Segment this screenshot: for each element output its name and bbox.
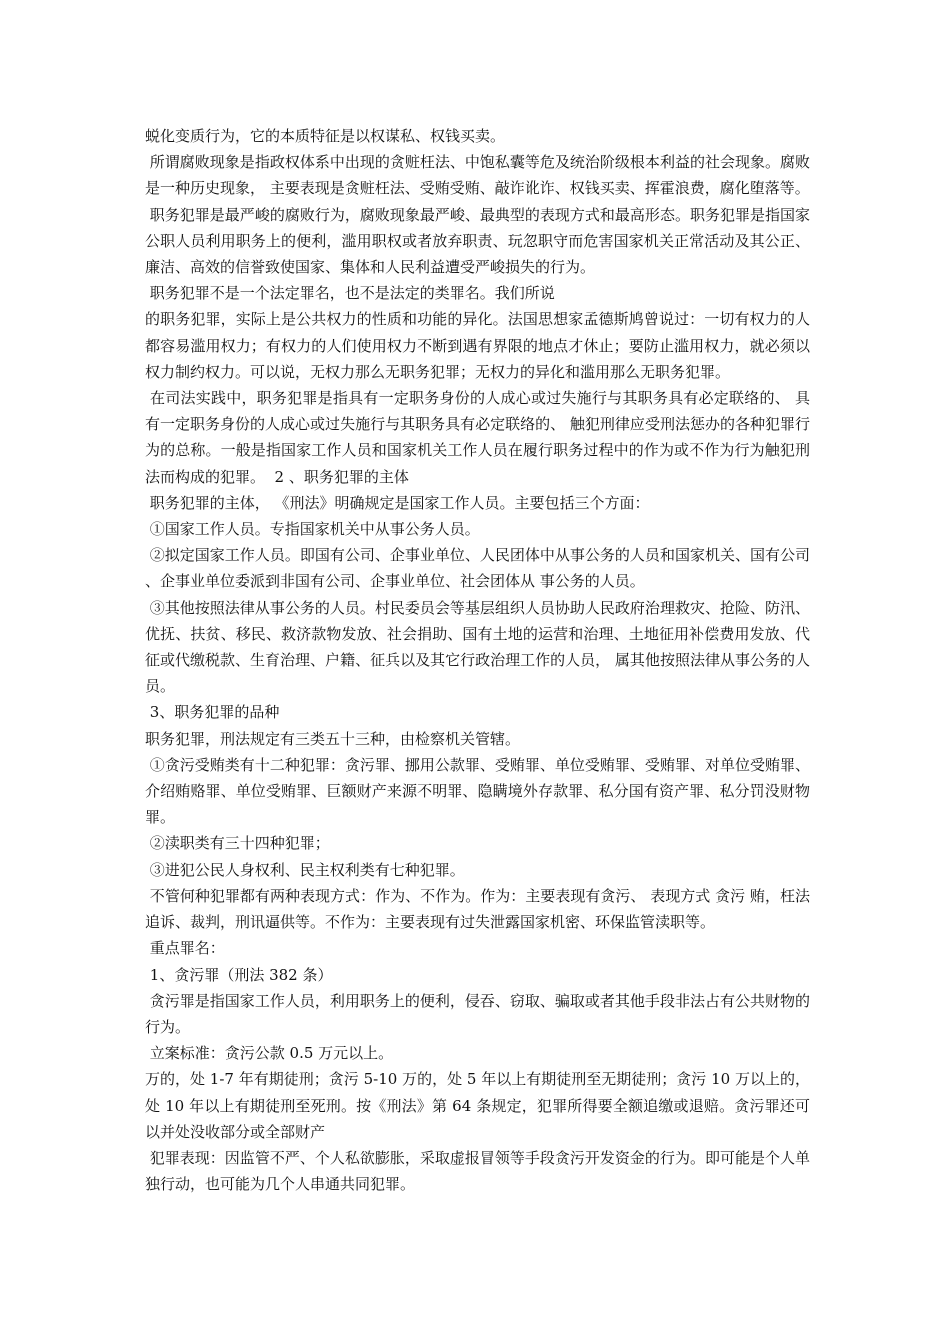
paragraph: ③其他按照法律从事公务的人员。村民委员会等基层组织人员协助人民政府治理救灾、抢险、防汛、优抚、扶贫、移民、救济款物发放、社会捐助、国有土地的运营和治理、土地征用补偿费用发放、代征或代缴税款、生育治理、户籍、征兵以及其它行政治理工作的人员， 属其他按照法律从事公务的人员。 (145, 598, 810, 696)
paragraph: 职务犯罪是最严峻的腐败行为，腐败现象最严峻、最典型的表现方式和最高形态。职务犯罪是指国家公职人员利用职务上的便利，滥用职权或者放弃职责、玩忽职守而危害国家机关正常活动及其公正、廉洁、高效的信誉致使国家、集体和人民利益遭受严峻损失的行为。 (145, 205, 810, 277)
paragraph: 万的，处 1-7 年有期徒刑；贪污 5-10 万的，处 5 年以上有期徒刑至无期徒刑；贪污 10 万以上的，处 10 年以上有期徒刑至死刑。按《刑法》第 64 条规定，犯罪所得要全额追缴或退赔。贪污罪还可以并处没收部分或全部财产 (145, 1070, 810, 1141)
paragraph: 犯罪表现：因监管不严、个人私欲膨胀，采取虚报冒领等手段贪污开发资金的行为。即可能是个人单独行动，也可能为几个人串通共同犯罪。 (145, 1148, 810, 1194)
paragraph: 立案标准：贪污公款 0.5 万元以上。 (145, 1044, 394, 1063)
paragraph: 重点罪名： (145, 939, 225, 958)
paragraph: ①国家工作人员。专指国家机关中从事公务人员。 (145, 520, 480, 539)
paragraph: 职务犯罪的主体， 《刑法》明确规定是国家工作人员。主要包括三个方面： (145, 493, 650, 512)
paragraph: 所谓腐败现象是指政权体系中出现的贪赃枉法、中饱私囊等危及统治阶级根本利益的社会现象。腐败是一种历史现象， 主要表现是贪赃枉法、受贿受贿、敲诈讹诈、权钱买卖、挥霍浪费，腐化堕落等。 (145, 153, 810, 198)
paragraph: 的职务犯罪，实际上是公共权力的性质和功能的异化。法国思想家孟德斯鸠曾说过：一切有权力的人都容易滥用权力；有权力的人们使用权力不断到遇有界限的地点才休止；要防止滥用权力，就必须以权力制约权力。可以说，无权力那么无职务犯罪；无权力的异化和滥用那么无职务犯罪。 (145, 310, 810, 381)
paragraph: ②渎职类有三十四种犯罪； (145, 834, 330, 853)
paragraph: 不管何种犯罪都有两种表现方式：作为、不作为。作为：主要表现有贪污、 表现方式 贪污 贿，枉法追诉、裁判，刑讯逼供等。不作为：主要表现有过失泄露国家机密、环保监管渎职等。 (145, 886, 810, 932)
paragraph: ①贪污受贿类有十二种犯罪：贪污罪、挪用公款罪、受贿罪、单位受贿罪、受贿罪、对单位受贿罪、介绍贿赂罪、单位受贿罪、巨额财产来源不明罪、隐瞒境外存款罪、私分国有资产罪、私分罚没财物罪。 (145, 755, 810, 827)
paragraph: ③进犯公民人身权利、民主权利类有七种犯罪。 (145, 860, 465, 879)
paragraph: ②拟定国家工作人员。即国有公司、企事业单位、人民团体中从事公务的人员和国家机关、国有公司、企事业单位委派到非国有公司、企事业单位、社会团体从 事公务的人员。 (145, 546, 810, 591)
paragraph: 职务犯罪，刑法规定有三类五十三种，由检察机关管辖。 (145, 729, 521, 748)
paragraph: 1、贪污罪（刑法 382 条） (145, 965, 333, 984)
paragraph: 职务犯罪不是一个法定罪名，也不是法定的类罪名。我们所说 (145, 284, 555, 303)
paragraph: 在司法实践中，职务犯罪是指具有一定职务身份的人成心或过失施行与其职务具有必定联络的、 具有一定职务身份的人成心或过失施行与其职务具有必定联络的、 触犯刑律应受刑法惩办的各种犯罪行为的总称。一般是指国家工作人员和国家机关工作人员在履行职务过程中的作为或不作为行为触犯刑法而构成的犯罪。 2 、职务犯罪的主体 (145, 389, 810, 486)
paragraph: 蜕化变质行为，它的本质特征是以权谋私、权钱买卖。 (145, 127, 506, 145)
paragraph: 3、职务犯罪的品种 (145, 703, 280, 722)
paragraph: 贪污罪是指国家工作人员，利用职务上的便利，侵吞、窃取、骗取或者其他手段非法占有公共财物的行为。 (145, 991, 810, 1036)
document-body (145, 123, 810, 1197)
